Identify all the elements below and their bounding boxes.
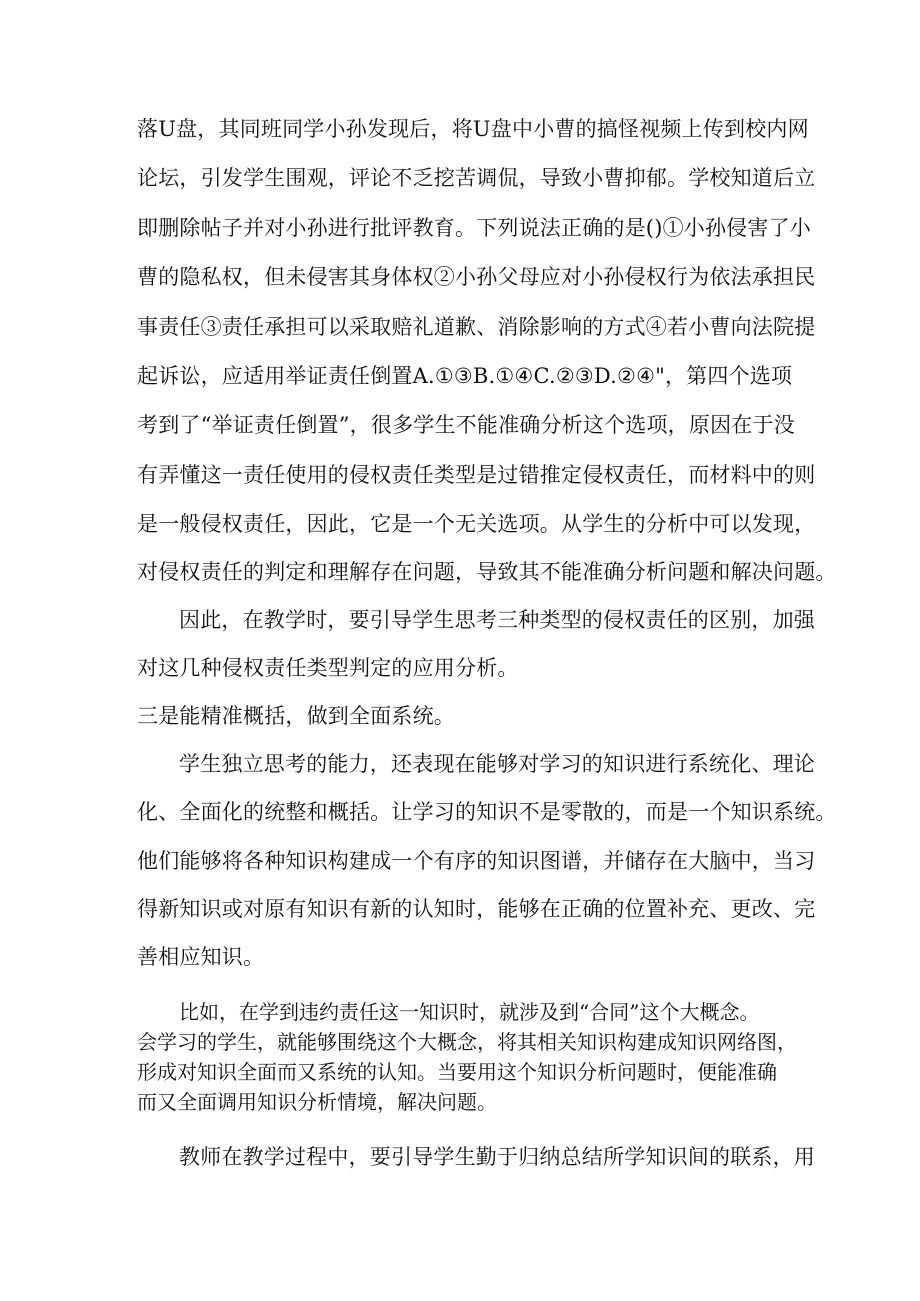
body-text-line: 他们能够将各种知识构建成一个有序的知识图谱，并储存在大脑中，当习 (137, 849, 816, 873)
body-text-line: 善相应知识。 (137, 945, 265, 969)
body-text-line: 教师在教学过程中，要引导学生勤于归纳总结所学知识间的联系，用 (179, 1145, 815, 1169)
body-text-line: 论坛，引发学生围观，评论不乏挖苦调侃，导致小曹抑郁。学校知道后立 (137, 166, 816, 190)
body-text-line: 比如，在学到违约责任这一知识时，就涉及到“合同”这个大概念。 (179, 1000, 760, 1024)
body-text-line: 起诉讼，应适用举证责任倒置A.①③B.①④C.②③D.②④"，第四个选项 (137, 364, 793, 388)
body-text-line: 因此，在教学时，要引导学生思考三种类型的侵权责任的区别，加强 (179, 608, 815, 632)
body-text-line: 会学习的学生，就能够围绕这个大概念，将其相关知识构建成知识网络图， (137, 1030, 797, 1054)
body-text-line: 学生独立思考的能力，还表现在能够对学习的知识进行系统化、理论 (179, 752, 815, 776)
body-text-line: 考到了“举证责任倒置”，很多学生不能准确分析这个选项，原因在于没 (137, 413, 795, 437)
body-text-line: 化、全面化的统整和概括。让学习的知识不是零散的，而是一个知识系统。 (137, 800, 837, 824)
body-text-line: 落U盘，其同班同学小孙发现后，将U盘中小曹的搞怪视频上传到校内网 (137, 117, 809, 141)
body-text-line: 曹的隐私权，但未侵害其身体权②小孙父母应对小孙侵权行为依法承担民 (137, 265, 816, 289)
body-text-line: 形成对知识全面而又系统的认知。当要用这个知识分析问题时，便能准确 (137, 1060, 777, 1084)
body-text-line: 有弄懂这一责任使用的侵权责任类型是过错推定侵权责任，而材料中的则 (137, 463, 816, 487)
body-text-line: 对这几种侵权责任类型判定的应用分析。 (137, 656, 519, 680)
body-text-line: 即删除帖子并对小孙进行批评教育。下列说法正确的是()①小孙侵害了小 (137, 216, 811, 240)
body-text-line: 事责任③责任承担可以采取赔礼道歉、消除影响的方式④若小曹向法院提 (137, 315, 816, 339)
body-text-line: 而又全面调用知识分析情境，解决问题。 (137, 1090, 497, 1114)
body-text-line: 得新知识或对原有知识有新的认知时，能够在正确的位置补充、更改、完 (137, 897, 816, 921)
body-text-line: 对侵权责任的判定和理解存在问题，导致其不能准确分析问题和解决问题。 (137, 560, 837, 584)
section-heading: 三是能精准概括，做到全面系统。 (137, 704, 455, 728)
body-text-line: 是一般侵权责任，因此，它是一个无关选项。从学生的分析中可以发现， (137, 512, 816, 536)
